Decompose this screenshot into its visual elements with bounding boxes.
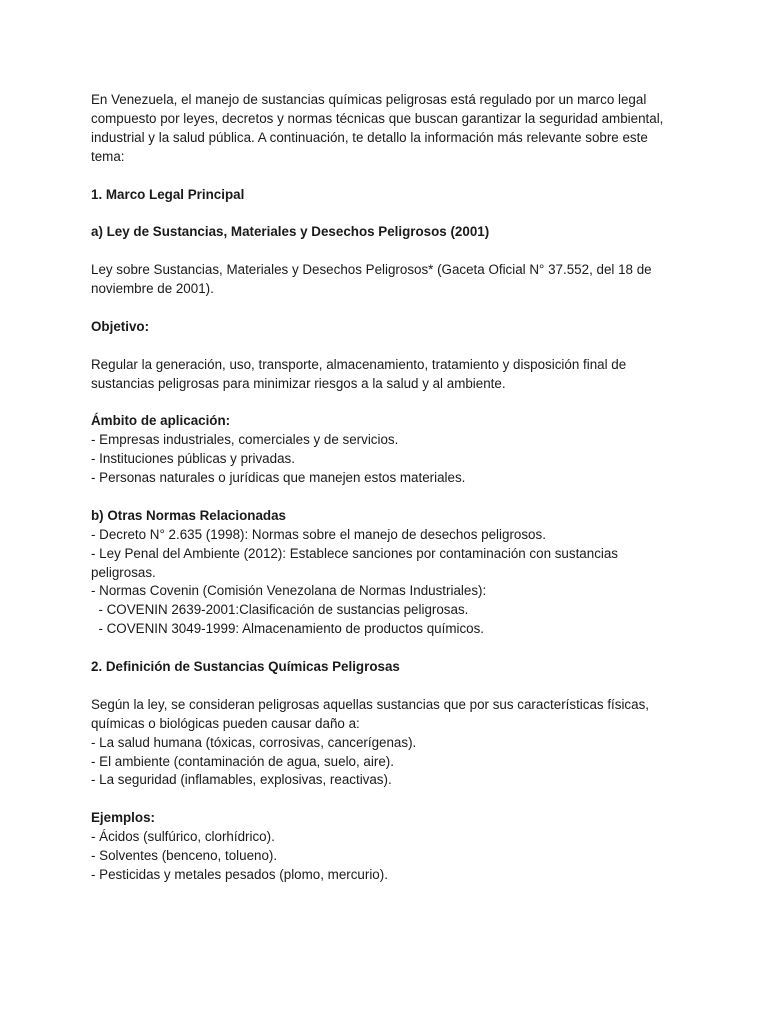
list-item: - Ley Penal del Ambiente (2012): Establece sanciones por contaminación con sustancias peligrosas.: [91, 545, 622, 580]
law-reference-paragraph: Ley sobre Sustancias, Materiales y Desechos Peligrosos* (Gaceta Oficial N° 37.552, del 18 de noviembre de 2001).: [91, 262, 652, 297]
list-item: - Solventes (benceno, tolueno).: [91, 848, 278, 864]
definition-paragraph: Según la ley, se consideran peligrosas aquellas sustancias que por sus características físicas, químicas o biológicas pueden causar daño a:: [91, 696, 649, 731]
list-item: - Pesticidas y metales pesados (plomo, mercurio).: [91, 867, 388, 882]
examples-heading: Ejemplos:: [91, 810, 155, 826]
intro-paragraph: En Venezuela, el manejo de sustancias químicas peligrosas está regulado por un marco legal compuesto por leyes, decretos y normas técnicas que buscan garantizar la seguridad ambiental, industrial y la salud pública. A continuación, te detallo la información más relevante sobre este tema:: [91, 92, 664, 164]
list-item: - COVENIN 2639-2001:Clasificación de sustancias peligrosas.: [91, 602, 469, 618]
definition-list: [91, 734, 680, 791]
scope-list: [91, 431, 680, 488]
examples-list: [91, 828, 680, 885]
list-item: - Instituciones públicas y privadas.: [91, 451, 295, 467]
scope-heading: Ámbito de aplicación:: [91, 413, 231, 429]
list-item: - Personas naturales o jurídicas que manejen estos materiales.: [91, 470, 466, 486]
list-item: - La seguridad (inflamables, explosivas, reactivas).: [91, 772, 392, 788]
list-item: - COVENIN 3049-1999: Almacenamiento de productos químicos.: [91, 621, 485, 637]
objective-paragraph: Regular la generación, uso, transporte, almacenamiento, tratamiento y disposición final de sustancias peligrosas para minimizar riesgos a la salud y al ambiente.: [91, 356, 627, 391]
section-2-heading: 2. Definición de Sustancias Químicas Peligrosas: [91, 659, 400, 675]
list-item: - Decreto N° 2.635 (1998): Normas sobre el manejo de desechos peligrosos.: [91, 526, 546, 542]
list-item: - Empresas industriales, comerciales y de servicios.: [91, 432, 399, 448]
subsection-a-heading: a) Ley de Sustancias, Materiales y Desechos Peligrosos (2001): [91, 224, 490, 240]
list-item: - Normas Covenin (Comisión Venezolana de Normas Industriales):: [91, 583, 487, 599]
list-item: - El ambiente (contaminación de agua, suelo, aire).: [91, 753, 394, 769]
related-norms-list: [91, 526, 680, 639]
subsection-b-heading: b) Otras Normas Relacionadas: [91, 507, 286, 523]
objective-heading: Objetivo:: [91, 318, 150, 334]
list-item: - Ácidos (sulfúrico, clorhídrico).: [91, 829, 275, 845]
section-1-heading: 1. Marco Legal Principal: [91, 186, 245, 202]
list-item: - La salud humana (tóxicas, corrosivas, cancerígenas).: [91, 734, 417, 750]
